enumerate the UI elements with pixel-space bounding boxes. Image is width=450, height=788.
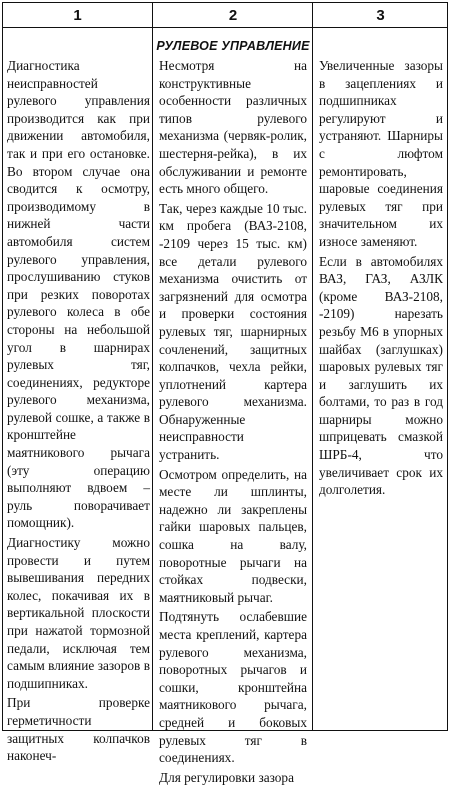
column-2-text (159, 57, 307, 788)
paragraph: Если в автомобилях ВАЗ, ГАЗ, АЗЛК (кроме ВАЗ-2108, -2109) нарезать резьбу М6 в упорных шайбах (заглушках) шаровых рулевых тяг и заглушить их болтами, то раз в год шарниры можно шприцевать смазкой ШРБ-4, что увеличивает срок их долголетия. (319, 253, 443, 498)
column-header-1: 1 (73, 6, 82, 24)
paragraph: Диагностика неисправностей рулевого управления производится как при движении автомобиля, так и при его остановке. Во втором случае она сводится к осмотру, производимому в нижней части автомобиля систем рулевого управления, прослушиванию стуков при резких поворотах рулевого колеса в обе стороны на небольшой угол в шарнирах рулевых тяг, соединениях, редукторе рулевого механизма, рулевой сошке, а также в кронштейне маятникового рычага (эту операцию выполняют вдвоем – руль поворачивает помощник). (7, 58, 150, 531)
column-2-clip (153, 3, 312, 785)
paragraph: Осмотром определить, на месте ли шплинты, надежно ли закреплены гайки шаровых пальцев, сошка на валу, поворотные рычаги на стойках подвески, маятниковый рычаг. (159, 466, 307, 605)
column-3-text (319, 57, 443, 501)
column-header-3: 3 (376, 6, 385, 24)
paragraph: Для регулировки зазора (159, 769, 294, 785)
paragraph: Несмотря на конструктивные особенности различных типов рулевого механизма (червяк-ролик, шестерня-рейка), в их обслуживании и ремонте есть много общего. (159, 58, 307, 197)
paragraph: Так, через каждые 10 тыс. км пробега (ВАЗ-2108, -2109 через 15 тыс. км) все детали рулевого механизма очистить от загрязнений для осмотра и проверки состояния рулевых тяг, шарнирных сочленений, защитных колпачков, чехла рейки, уплотнений картера рулевого механизма. Обнаруженные неисправности устранить. (159, 200, 307, 463)
table (2, 2, 448, 785)
column-3-clip (313, 3, 447, 729)
column-header-2: 2 (228, 6, 238, 24)
column-1-clip (3, 3, 152, 764)
column-1-text (7, 57, 150, 767)
paragraph: Подтянуть ослабевшие места креплений, картера рулевого механизма, поворотных рычагов и сошки, кронштейна маятникового рычага, средней и боковых рулевых тяг в соединениях. (159, 609, 307, 766)
paragraph: При проверке герметичности защитных колпачков наконеч- (7, 695, 150, 764)
paragraph: Диагностику можно провести и путем вывешивания передних колес, покачивая их в вертикальной плоскости при нажатой тормозной педали, исключая тем самым влияние зазоров в подшипниках. (7, 535, 150, 691)
paragraph: Увеличенные зазоры в зацеплениях и подшипниках регулируют и устраняют. Шарниры с люфтом ремонтировать, шаровые соединения рулевых тяг при значительном их износе заменяют. (319, 58, 443, 249)
section-title: РУЛЕВОЕ УПРАВЛЕНИЕ (156, 39, 310, 53)
